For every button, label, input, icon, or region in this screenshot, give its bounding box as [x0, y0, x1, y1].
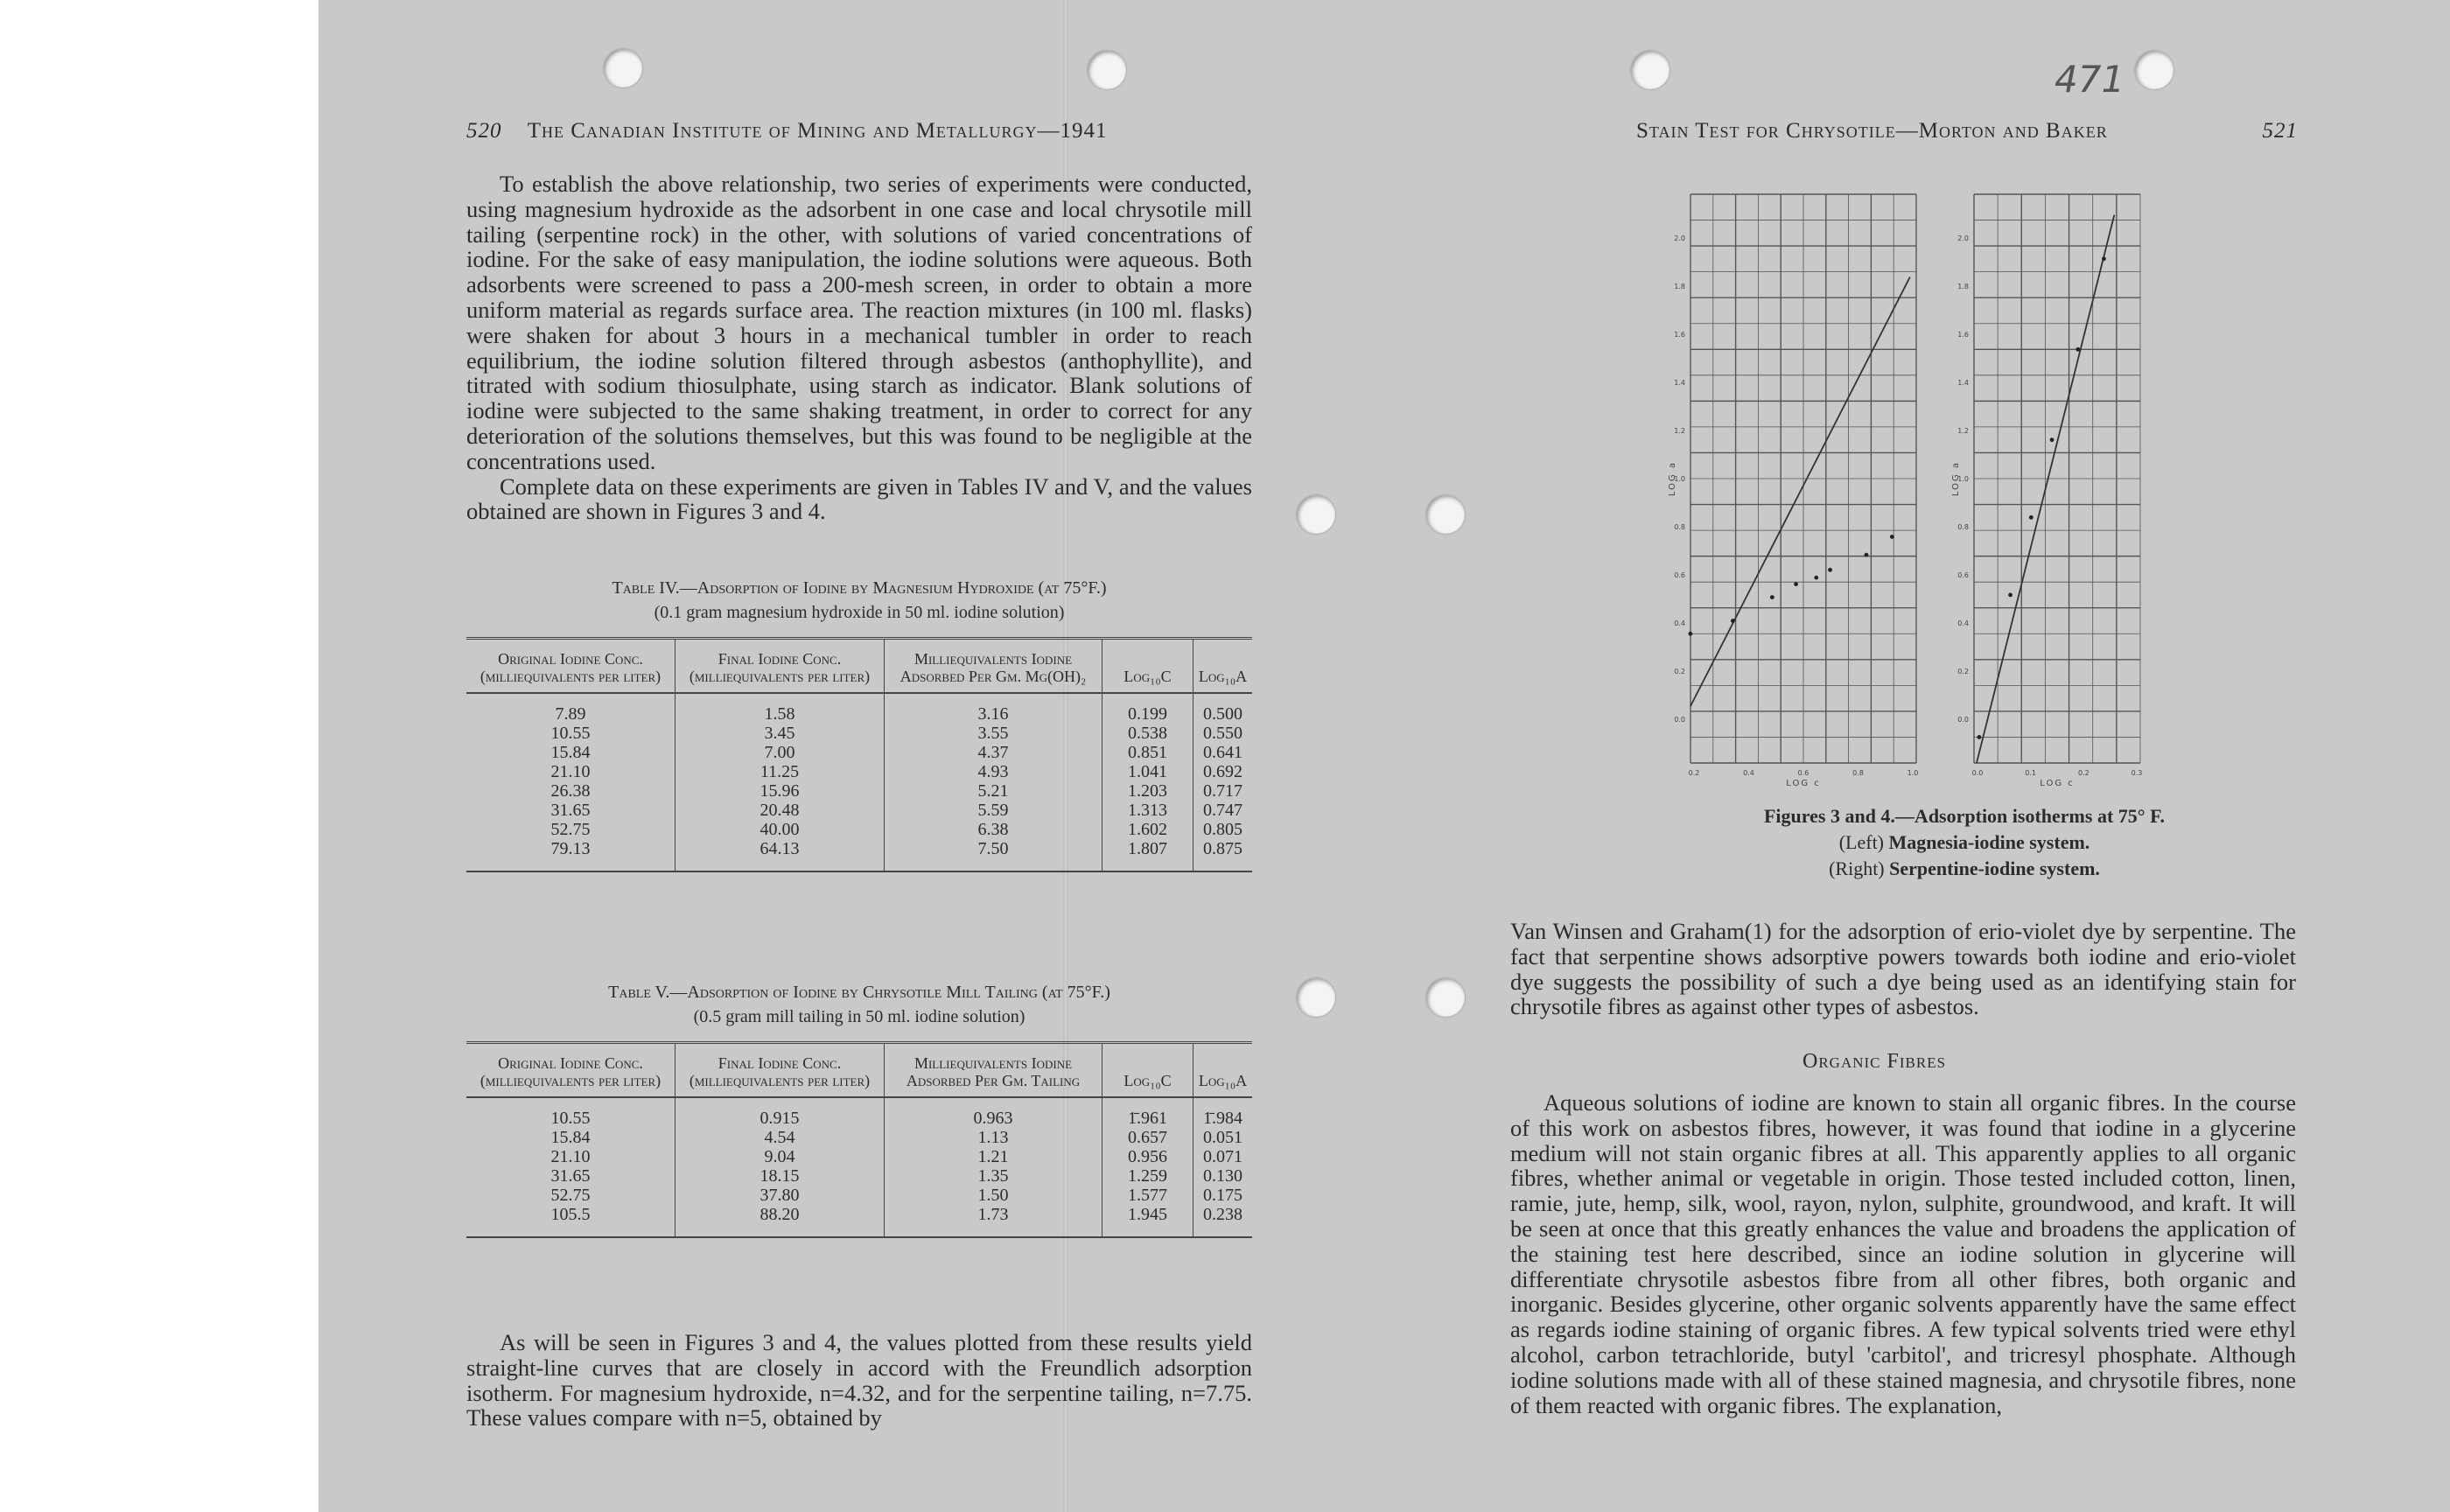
data-point — [1731, 619, 1735, 623]
body-text: As will be seen in Figures 3 and 4, the values plotted from these results yield straight-line curves that are closely in accord with the Freundlich adsorption isotherm. For magnesium hydroxide, n=4.32, and for the serpentine tailing, n=7.75. These values compare with n=5, obtained by — [466, 1329, 1252, 1432]
y-tick-label: 0.2 — [1674, 668, 1685, 676]
table-cell: 26.38 — [550, 781, 591, 801]
table-cell: 0.657 — [1102, 1128, 1194, 1147]
table-cell: 4.37 — [885, 743, 1102, 762]
table-cell: 7.00 — [676, 743, 885, 762]
table-row — [466, 1166, 1252, 1186]
table-cell: 4.93 — [885, 762, 1102, 781]
column-header: Final Iodine Conc. (milliequivalents per liter) — [676, 639, 885, 694]
y-tick-label: 1.2 — [1957, 427, 1969, 435]
figure-caption-right — [1601, 856, 2328, 882]
body-text: Complete data on these experiments are given in Tables IV and V, and the values obtained are shown in Figures 3 and 4. — [466, 472, 1252, 525]
table-cell: 3.45 — [676, 724, 885, 743]
table-subtitle: (0.5 gram mill tailing in 50 ml. iodine solution) — [693, 1007, 1026, 1026]
table-row — [466, 781, 1252, 801]
figure-caption-main: Figures 3 and 4.—Adsorption isotherms at 75° F. — [1763, 805, 2165, 827]
table-cell: 4.54 — [676, 1128, 885, 1147]
column-header: Final Iodine Conc. (milliequivalents per liter) — [676, 1043, 885, 1098]
column-header: Milliequivalents Iodine Adsorbed Per Gm. Tailing — [885, 1043, 1102, 1098]
y-tick-label: 0.0 — [1957, 716, 1969, 724]
x-tick-label: 0.2 — [1688, 769, 1700, 777]
y-tick-label: 2.0 — [1957, 234, 1969, 242]
table-cell: 0.963 — [885, 1097, 1102, 1128]
y-tick-label: 0.8 — [1957, 523, 1969, 531]
x-tick-label: 0.1 — [2025, 769, 2037, 777]
y-tick-label: 0.6 — [1674, 571, 1685, 579]
table-cell: 10.55 — [550, 724, 591, 743]
table-cell: 40.00 — [676, 820, 885, 839]
right-paragraph-1 — [1510, 919, 2296, 1019]
table-subtitle: (0.1 gram magnesium hydroxide in 50 ml. iodine solution) — [654, 603, 1065, 622]
y-tick-label: 1.8 — [1957, 283, 1969, 290]
x-axis-label: LOG c — [1786, 779, 1821, 788]
table-cell: 11.25 — [676, 762, 885, 781]
table-cell: 5.21 — [885, 781, 1102, 801]
figure-caption-left — [1601, 830, 2328, 856]
table-cell: 52.75 — [550, 1186, 591, 1205]
table-cell: 0.641 — [1194, 743, 1253, 762]
table-cell: 1.50 — [885, 1186, 1102, 1205]
table-cell: 1.58 — [676, 693, 885, 724]
table-cell: 21.10 — [550, 762, 591, 781]
table-cell: 1.203 — [1102, 781, 1194, 801]
table-cell: 1.21 — [885, 1147, 1102, 1166]
table-row — [466, 1147, 1252, 1166]
table-v — [466, 1041, 1252, 1238]
table-cell: 64.13 — [676, 839, 885, 872]
table4-caption — [466, 576, 1252, 625]
table-cell: 88.20 — [676, 1205, 885, 1237]
x-tick-label: 0.3 — [2131, 769, 2143, 777]
table-row — [466, 801, 1252, 820]
y-tick-label: 0.8 — [1674, 523, 1685, 531]
table-cell: 18.15 — [676, 1166, 885, 1186]
data-point — [1865, 553, 1869, 557]
table-cell: 1.73 — [885, 1205, 1102, 1237]
running-title: Stain Test for Chrysotile—Morton and Baker — [1636, 119, 2108, 143]
punch-hole — [1297, 495, 1335, 534]
fit-line — [1690, 277, 1910, 706]
table-cell: 1.602 — [1102, 820, 1194, 839]
table-cell: 7.89 — [555, 704, 586, 724]
table-cell: 0.199 — [1102, 693, 1194, 724]
table-cell: 3.16 — [885, 693, 1102, 724]
table-cell: 15.84 — [550, 743, 591, 762]
table-cell: 15.96 — [676, 781, 885, 801]
punch-hole — [1631, 51, 1670, 89]
y-tick-label: 1.0 — [1674, 475, 1685, 483]
column-header: Original Iodine Conc. (milliequivalents per liter) — [466, 1043, 676, 1098]
data-point — [2029, 515, 2034, 520]
column-header: Log₁₀C — [1102, 639, 1194, 694]
y-tick-label: 1.0 — [1957, 475, 1969, 483]
table-row — [466, 743, 1252, 762]
caption-text: Serpentine-iodine system. — [1889, 858, 2100, 879]
table-cell: 21.10 — [550, 1147, 591, 1166]
column-header: Log₁₀A — [1194, 639, 1253, 694]
data-point — [1794, 582, 1798, 586]
table-row — [466, 1128, 1252, 1147]
x-axis-label: LOG c — [2040, 779, 2075, 788]
table-cell: 0.717 — [1194, 781, 1253, 801]
punch-hole — [1426, 495, 1465, 534]
section-heading: Organic Fibres — [1802, 1050, 1947, 1073]
table-cell: 0.051 — [1194, 1128, 1253, 1147]
table-cell: 31.65 — [550, 1166, 591, 1186]
table-cell: 0.500 — [1194, 693, 1253, 724]
x-tick-label: 0.2 — [2077, 769, 2090, 777]
table-cell: 1.313 — [1102, 801, 1194, 820]
table-cell: 1.807 — [1102, 839, 1194, 872]
table-row — [466, 1097, 1252, 1128]
table-cell: 31.65 — [550, 801, 591, 820]
y-tick-label: 1.8 — [1674, 283, 1685, 290]
table-cell: 5.59 — [885, 801, 1102, 820]
table-cell: 0.747 — [1194, 801, 1253, 820]
y-tick-label: 0.2 — [1957, 668, 1969, 676]
data-point — [2076, 347, 2080, 352]
right-page-number-wrap — [2258, 119, 2298, 144]
data-point — [1770, 595, 1774, 599]
table-cell: 0.538 — [1102, 724, 1194, 743]
table-cell: 7.50 — [885, 839, 1102, 872]
table5-caption — [466, 980, 1252, 1029]
page-number: 520 — [466, 119, 502, 143]
table-cell: 1.259 — [1102, 1166, 1194, 1186]
punch-hole — [1426, 978, 1465, 1017]
table-row — [466, 1205, 1252, 1237]
table-cell: 6.38 — [885, 820, 1102, 839]
table-cell: 37.80 — [676, 1186, 885, 1205]
y-tick-label: 1.2 — [1674, 427, 1685, 435]
data-point — [1978, 735, 1982, 739]
table-row — [466, 693, 1252, 724]
data-point — [1814, 576, 1818, 580]
data-point — [2102, 256, 2106, 261]
table-cell: 15.84 — [550, 1128, 591, 1147]
table-cell: 105.5 — [550, 1205, 591, 1224]
left-paragraph-1 — [466, 172, 1252, 524]
data-point — [1688, 632, 1692, 636]
punch-hole — [604, 49, 642, 88]
left-paragraph-3 — [466, 1330, 1252, 1431]
y-tick-label: 1.4 — [1674, 379, 1685, 387]
right-paragraph-2 — [1510, 1090, 2296, 1418]
table-cell: 1.577 — [1102, 1186, 1194, 1205]
data-point — [1890, 535, 1894, 539]
punch-hole — [1088, 51, 1126, 89]
page-number: 521 — [2262, 119, 2298, 143]
body-text: Aqueous solutions of iodine are known to stain all organic fibres. In the course of this work on asbestos fibres, however, it was found that iodine in a glycerine medium will not stain organic fibres at all. This apparently applies to all organic fibres, whether animal or vegetable in origin. Those tested included cotton, linen, ramie, jute, hemp, silk, wool, rayon, nylon, sulphite, groundwood, and kraft. It will be seen at once that this greatly enhances the value and broadens the application of the staining test here described, since an iodine solution in glycerine will differentiate chrysotile asbestos fibre from all other fibres, both organic and inorganic. Besides glycerine, other organic solvents apparently have the same effect as regards iodine staining of organic fibres. A few typical solvents tried were ethyl alcohol, carbon tetrachloride, butyl 'carbitol', and tricresyl phosphate. Although iodine solutions made with all of these stained magnesia, and chrysotile fibres, none of them reacted with organic fibres. The explanation, — [1510, 1089, 2296, 1418]
table-cell: 0.238 — [1194, 1205, 1253, 1237]
right-page-header — [1636, 119, 2294, 144]
y-tick-label: 2.0 — [1674, 234, 1685, 242]
column-header: Milliequivalents Iodine Adsorbed Per Gm. Mg(OH)₂ — [885, 639, 1102, 694]
x-tick-label: 0.8 — [1852, 769, 1864, 777]
table-cell: 9.04 — [676, 1147, 885, 1166]
caption-tag: (Right) — [1829, 858, 1885, 879]
table-title: Table V.—Adsorption of Iodine by Chrysotile Mill Tailing (at 75°F.) — [608, 983, 1110, 1002]
table-cell: 0.071 — [1194, 1147, 1253, 1166]
table-cell: 0.915 — [676, 1097, 885, 1128]
y-tick-label: 0.4 — [1674, 620, 1685, 627]
table-cell: 10.55 — [550, 1109, 591, 1128]
table-cell: 0.851 — [1102, 743, 1194, 762]
y-tick-label: 0.6 — [1957, 571, 1969, 579]
column-header: Log₁₀C — [1102, 1043, 1194, 1098]
table-cell: 0.130 — [1194, 1166, 1253, 1186]
figure-4-chart — [1942, 184, 2152, 788]
table-cell: 0.956 — [1102, 1147, 1194, 1166]
y-axis-label: LOG a — [1951, 460, 1961, 497]
table-cell: 0.550 — [1194, 724, 1253, 743]
table-row — [466, 820, 1252, 839]
column-header: Log₁₀A — [1194, 1043, 1253, 1098]
y-tick-label: 0.4 — [1957, 620, 1969, 627]
table-cell: 1.35 — [885, 1166, 1102, 1186]
table-cell: 0.805 — [1194, 820, 1253, 839]
table-cell: 1.945 — [1102, 1205, 1194, 1237]
table-cell: 0.875 — [1194, 839, 1253, 872]
data-point — [2050, 438, 2054, 442]
table-cell: 0.692 — [1194, 762, 1253, 781]
body-text: To establish the above relationship, two series of experiments were conducted, using magnesium hydroxide as the adsorbent in one case and local chrysotile mill tailing (serpentine rock) in the other, with solutions of varied concentrations of iodine. For the sake of easy manipulation, the iodine solutions were aqueous. Both adsorbents were screened to pass a 200-mesh screen, in order to obtain a more uniform material as regards surface area. The reaction mixtures (in 100 ml. flasks) were shaken for about 3 hours in a mechanical tumbler in order to reach equilibrium, the iodine solution filtered through asbestos (anthophyllite), and titrated with sodium thiosulphate, using starch as indicator. Blank solutions of iodine were subjected to the same shaking treatment, in order to correct for any deterioration of the solutions themselves, but this was found to be negligible at the concentrations used. — [466, 171, 1252, 474]
caption-text: Magnesia-iodine system. — [1888, 831, 2090, 853]
table-cell: 1̄.961 — [1102, 1097, 1194, 1128]
data-point — [2008, 593, 2012, 598]
table-cell: 1.041 — [1102, 762, 1194, 781]
column-header: Original Iodine Conc. (milliequivalents per liter) — [466, 639, 676, 694]
table-cell: 20.48 — [676, 801, 885, 820]
y-tick-label: 0.0 — [1674, 716, 1685, 724]
y-axis-label: LOG a — [1668, 460, 1677, 497]
table-cell: 0.175 — [1194, 1186, 1253, 1205]
table-cell: 52.75 — [550, 820, 591, 839]
table-cell: 1̄.984 — [1194, 1097, 1253, 1128]
table-title: Table IV.—Adsorption of Iodine by Magnesium Hydroxide (at 75°F.) — [612, 578, 1107, 598]
table-row — [466, 1186, 1252, 1205]
table-cell: 1.13 — [885, 1128, 1102, 1147]
data-point — [1828, 568, 1832, 572]
figure-caption — [1601, 803, 2328, 882]
body-text: Van Winsen and Graham(1) for the adsorption of erio-violet dye by serpentine. The fact that serpentine shows adsorptive powers towards both iodine and erio-violet dye suggests the possibility of such a dye being used as an identifying stain for chrysotile fibres as against other types of asbestos. — [1510, 918, 2296, 1020]
figure-3-chart — [1645, 184, 1942, 788]
table-iv — [466, 637, 1252, 872]
caption-tag: (Left) — [1838, 831, 1885, 853]
y-tick-label: 1.6 — [1674, 331, 1685, 339]
punch-hole — [1297, 978, 1335, 1017]
punch-hole — [2135, 51, 2174, 89]
x-tick-label: 0.0 — [1971, 769, 1984, 777]
running-title: The Canadian Institute of Mining and Metallurgy—1941 — [527, 119, 1108, 143]
handwritten-mark: 471 — [2054, 58, 2125, 101]
x-tick-label: 0.6 — [1797, 769, 1810, 777]
x-tick-label: 1.0 — [1907, 769, 1919, 777]
table-row — [466, 762, 1252, 781]
y-tick-label: 1.4 — [1957, 379, 1969, 387]
left-page-header — [466, 119, 1254, 144]
table-row — [466, 839, 1252, 872]
y-tick-label: 1.6 — [1957, 331, 1969, 339]
table-cell: 79.13 — [550, 839, 591, 858]
table-row — [466, 724, 1252, 743]
table-cell: 3.55 — [885, 724, 1102, 743]
x-tick-label: 0.4 — [1743, 769, 1754, 777]
